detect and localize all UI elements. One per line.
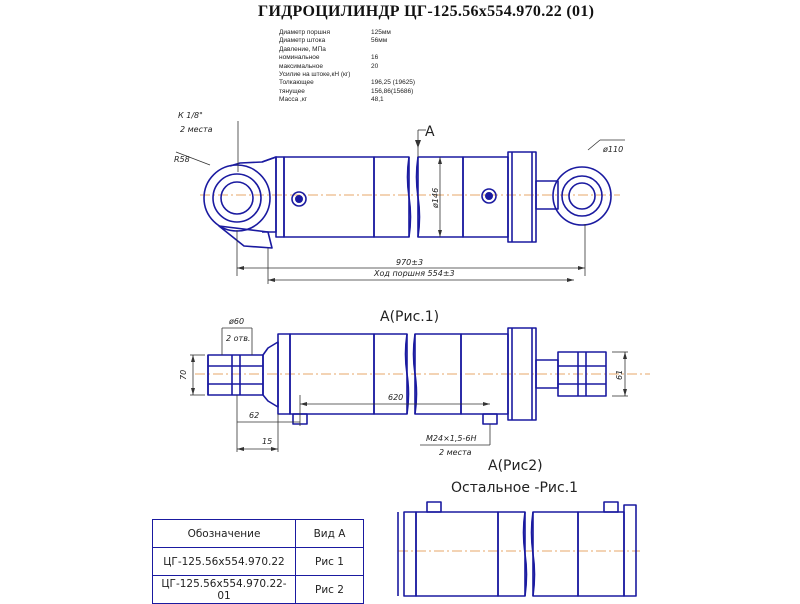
- view-a2-subtitle: Остальное -Рис.1: [451, 480, 579, 496]
- port-a-front: [483, 414, 497, 424]
- label-62: 62: [249, 411, 260, 420]
- label-two-places-1: 2 места: [180, 125, 213, 134]
- spec-value: 196,25 (19625): [371, 79, 416, 87]
- table-header-row: [153, 520, 364, 548]
- designation-table: [152, 519, 364, 604]
- table-header-view: Вид А: [296, 520, 364, 548]
- spec-label: Давление, МПа: [279, 45, 326, 53]
- label-d60: ø60: [229, 317, 245, 326]
- fig2-front-end: [578, 512, 624, 596]
- right-eye-bore: [562, 176, 602, 216]
- spec-label: Толкающее: [279, 79, 314, 87]
- table-cell-designation: ЦГ-125.56х554.970.22-01: [153, 576, 296, 604]
- label-two-places-2: 2 места: [439, 448, 472, 457]
- label-620: 620: [388, 393, 404, 402]
- right-eye-pin: [569, 183, 595, 209]
- label-stroke: Ход поршня 554±3: [374, 269, 455, 278]
- spec-value: 156,86(15686): [371, 87, 414, 95]
- rear-lug-a: [263, 342, 278, 407]
- spec-value: 125мм: [371, 29, 391, 36]
- left-eye-pin: [221, 182, 253, 214]
- spec-label: максимальное: [279, 62, 323, 70]
- table-header-designation: Обозначение: [153, 520, 296, 548]
- spec-value: 16: [371, 54, 379, 62]
- view-a-title: А(Рис.1): [380, 309, 440, 325]
- fig2-rear-cap: [404, 512, 416, 596]
- spec-value: 56мм: [371, 37, 388, 45]
- spec-label: Диаметр поршня: [279, 29, 330, 36]
- fig2-barrel-mid: [498, 512, 525, 596]
- fig2-gland: [624, 505, 636, 596]
- table-row: [153, 576, 364, 604]
- barrel-mid-right: [418, 157, 463, 237]
- label-61: 61: [615, 369, 624, 380]
- barrel-mid-left: [374, 157, 409, 237]
- label-two-holes: 2 отв.: [226, 334, 251, 343]
- drawing-title: ГИДРОЦИЛИНДР ЦГ-125.56х554.970.22 (01): [258, 3, 595, 20]
- label-d110: ø110: [603, 145, 624, 154]
- rear-eye-section: [208, 355, 263, 395]
- label-thread: М24×1,5-6Н: [426, 434, 477, 443]
- table-cell-view: Рис 2: [296, 576, 364, 604]
- spec-value: 48,1: [371, 96, 384, 104]
- left-eye-upper-neck: [230, 157, 276, 166]
- table-cell-view: Рис 1: [296, 548, 364, 576]
- fig2-barrel-front: [533, 512, 578, 596]
- view-a-fig1: [190, 328, 650, 452]
- label-r58: R58: [174, 155, 190, 164]
- label-d146: ø146: [431, 187, 440, 208]
- view-a-fig2: [398, 502, 640, 596]
- spec-label: Диаметр штока: [279, 37, 326, 45]
- fig2-port-rear: [427, 502, 441, 512]
- view-a-arrow-label: А: [425, 124, 435, 140]
- spec-label: Усилие на штоке,кН (кг): [279, 70, 351, 78]
- label-15: 15: [262, 437, 273, 446]
- lug-body: [262, 157, 276, 232]
- spec-label: Масса ,кг: [279, 96, 308, 104]
- label-k18: К 1/8": [178, 111, 203, 120]
- rear-port-center: [296, 196, 302, 202]
- table-row: [153, 548, 364, 576]
- left-eye-outer: [204, 165, 270, 231]
- label-70: 70: [179, 369, 188, 380]
- spec-value: 20: [371, 62, 379, 70]
- spec-label: тянущее: [279, 87, 305, 95]
- label-970: 970±3: [396, 258, 424, 267]
- fig2-port-front: [604, 502, 618, 512]
- view-a2-title: А(Рис2): [488, 458, 543, 474]
- left-eye-bore: [213, 174, 261, 222]
- fig2-barrel: [416, 512, 498, 596]
- spec-label: номинальное: [279, 54, 320, 62]
- rear-cap-flange: [276, 157, 284, 237]
- table-cell-designation: ЦГ-125.56х554.970.22: [153, 548, 296, 576]
- front-port-center: [486, 193, 492, 199]
